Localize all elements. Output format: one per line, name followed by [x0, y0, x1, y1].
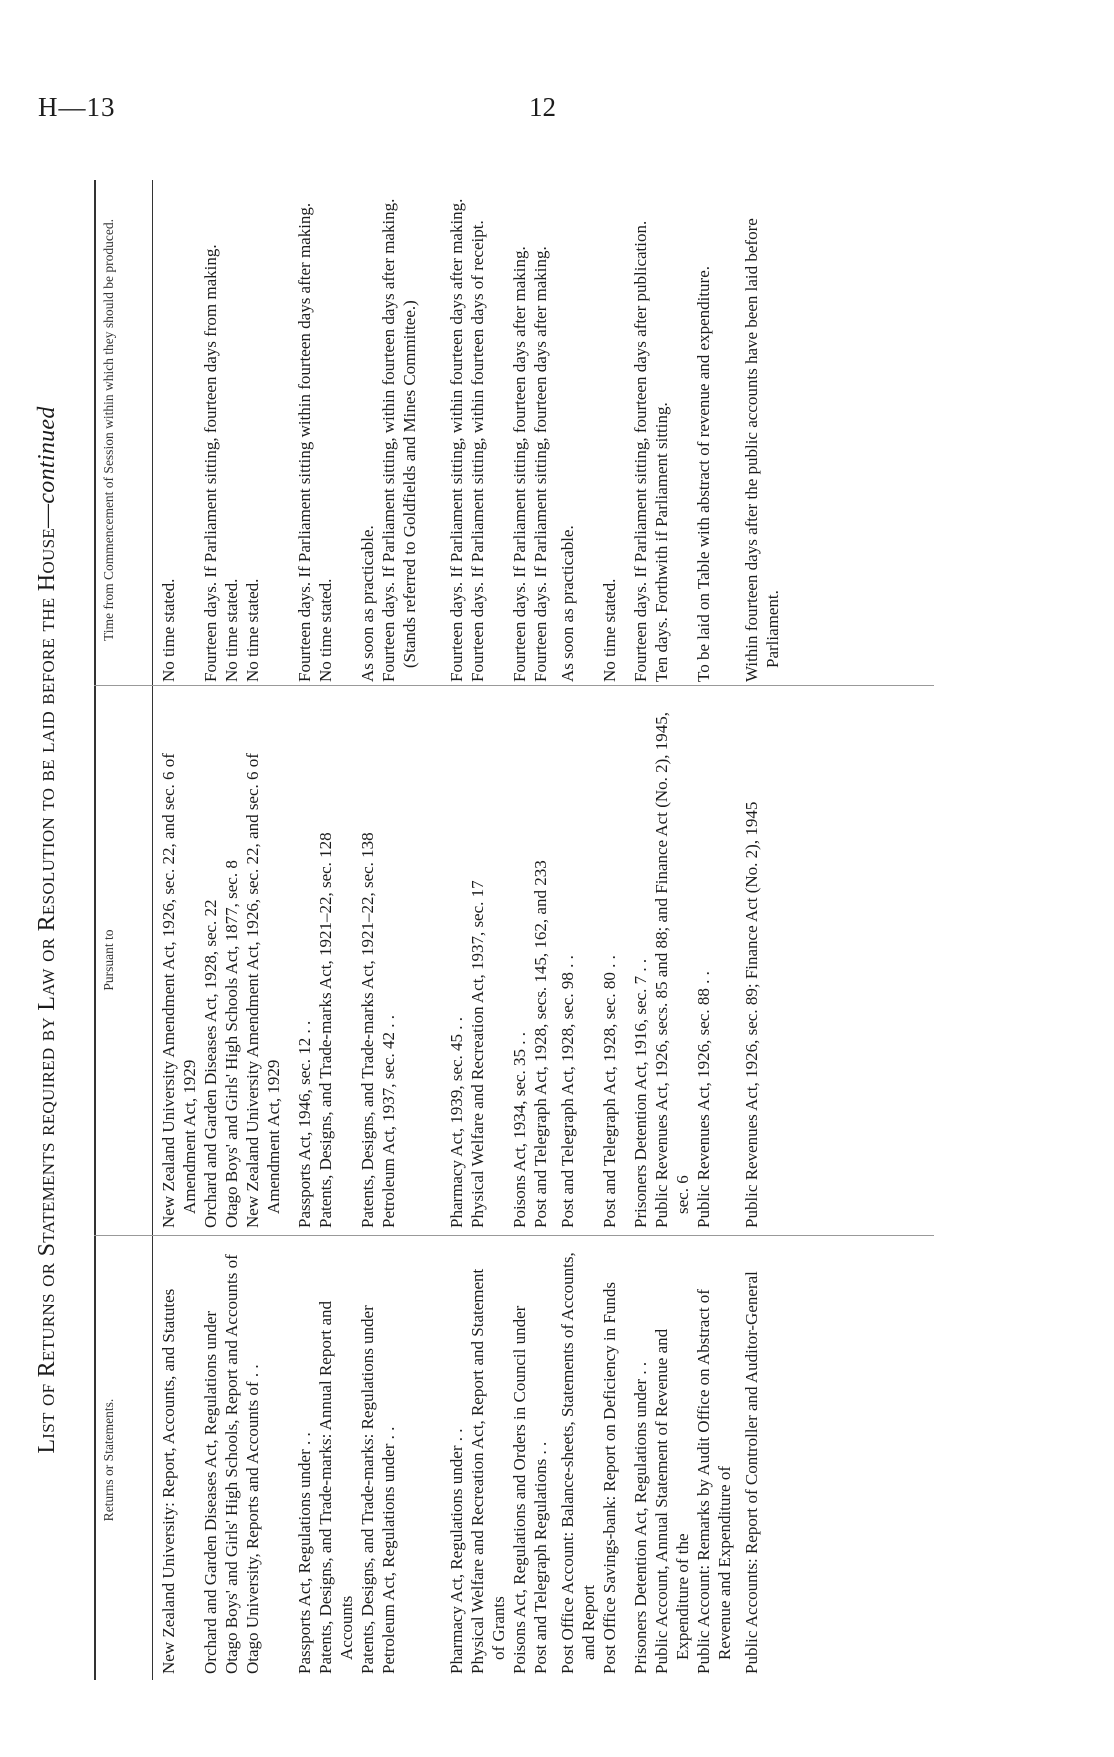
- return-cell: New Zealand University: Report, Accounts, and Statutes: [159, 1288, 178, 1674]
- return-cell: Post and Telegraph Regulations . .: [531, 1441, 550, 1674]
- time-cell: No time stated.: [159, 578, 178, 682]
- table-row: [509, 180, 530, 1680]
- pursuant-cell: Patents, Designs, and Trade-marks Act, 1921–22, sec. 128: [316, 832, 335, 1228]
- pursuant-cell: Post and Telegraph Act, 1928, sec. 80 . .: [600, 955, 619, 1228]
- pursuant-cell: Post and Telegraph Act, 1928, secs. 145, 162, and 233: [531, 860, 550, 1228]
- time-cell: To be laid on Table with abstract of revenue and expenditure.: [694, 265, 713, 682]
- column-header-returns: Returns or Statements.: [101, 1398, 116, 1522]
- table-row: [357, 180, 378, 1680]
- pursuant-cell: Otago Boys' and Girls' High Schools Act, 1877, sec. 8: [222, 860, 241, 1228]
- return-cell: Pharmacy Act, Regulations under . .: [447, 1428, 466, 1674]
- table-row: [599, 180, 620, 1680]
- time-cell: Fourteen days. If Parliament sitting, within fourteen days of receipt.: [468, 220, 487, 682]
- time-cell: Fourteen days. If Parliament sitting, within fourteen days after making.: [447, 198, 466, 682]
- time-cell: Within fourteen days after the public accounts have been laid before Parliament.: [742, 218, 782, 682]
- table-row: [242, 180, 284, 1680]
- top-rule: [94, 180, 96, 1680]
- return-cell: Petroleum Act, Regulations under . .: [379, 1426, 398, 1674]
- return-cell: Post Office Account: Balance-sheets, Statements of Accounts, and Report: [558, 1252, 598, 1674]
- table-row: [651, 180, 693, 1680]
- table-row: [530, 180, 551, 1680]
- time-cell: Ten days. Forthwith if Parliament sitting.: [652, 402, 671, 682]
- page-id: H—13: [38, 92, 116, 122]
- time-cell: Fourteen days. If Parliament sitting, fourteen days after making.: [531, 246, 550, 682]
- table-body: [158, 180, 783, 1680]
- time-cell: As soon as practicable.: [558, 525, 577, 682]
- pursuant-cell: Passports Act, 1946, sec. 12 . .: [295, 1020, 314, 1228]
- table-row: [630, 180, 651, 1680]
- time-cell: No time stated.: [600, 578, 619, 682]
- pursuant-cell: Public Revenues Act, 1926, sec. 89; Finance Act (No. 2), 1945: [742, 801, 761, 1228]
- pursuant-cell: Petroleum Act, 1937, sec. 42 . .: [379, 1015, 398, 1228]
- table-row: [294, 180, 315, 1680]
- pursuant-cell: Public Revenues Act, 1926, secs. 85 and 88; and Finance Act (No. 2), 1945, sec. 6: [652, 711, 692, 1228]
- table-row: [378, 180, 420, 1680]
- pursuant-cell: Physical Welfare and Recreation Act, 1937, sec. 17: [468, 880, 487, 1228]
- time-cell: Fourteen days. If Parliament sitting, fourteen days after publication.: [631, 220, 650, 682]
- pursuant-cell: Pharmacy Act, 1939, sec. 45 . .: [447, 1016, 466, 1228]
- table-row: [446, 180, 467, 1680]
- pursuant-cell: New Zealand University Amendment Act, 1926, sec. 22, and sec. 6 of Amendment Act, 1929: [243, 753, 283, 1228]
- table-row: [693, 180, 735, 1680]
- table-row: [200, 180, 221, 1680]
- return-cell: Prisoners Detention Act, Regulations under . .: [631, 1361, 650, 1674]
- table-row: [557, 180, 599, 1680]
- page-number: 12: [529, 92, 556, 122]
- table-row: [158, 180, 200, 1680]
- return-cell: Public Accounts: Report of Controller and Auditor-General: [742, 1271, 761, 1674]
- title-dash: —: [34, 503, 60, 528]
- table-title-continued: continued: [34, 406, 60, 504]
- table-row: [741, 180, 783, 1680]
- table-row: [467, 180, 509, 1680]
- return-cell: Public Account, Annual Statement of Revenue and Expenditure of the: [652, 1328, 692, 1674]
- table-title: [34, 180, 74, 1680]
- pursuant-cell: Public Revenues Act, 1926, sec. 88 . .: [694, 971, 713, 1228]
- pursuant-cell: New Zealand University Amendment Act, 1926, sec. 22, and sec. 6 of Amendment Act, 1929: [159, 753, 199, 1228]
- time-cell: As soon as practicable.: [358, 525, 377, 682]
- return-cell: Physical Welfare and Recreation Act, Report and Statement of Grants: [468, 1268, 508, 1674]
- pursuant-cell: Patents, Designs, and Trade-marks Act, 1921–22, sec. 138: [358, 832, 377, 1228]
- table-row: [315, 180, 357, 1680]
- return-cell: Post Office Savings-bank: Report on Deficiency in Funds: [600, 1281, 619, 1674]
- time-cell: Fourteen days. If Parliament sitting within fourteen days after making.: [295, 202, 314, 682]
- time-cell: No time stated.: [316, 578, 335, 682]
- rotated-table: [34, 180, 934, 1680]
- pursuant-cell: Orchard and Garden Diseases Act, 1928, sec. 22: [201, 899, 220, 1228]
- table-title-main: List of Returns or Statements required by Law or Resolution to be laid before the House: [34, 527, 60, 1454]
- header-rule: [152, 180, 153, 1680]
- return-cell: Patents, Designs, and Trade-marks: Regulations under: [358, 1305, 377, 1674]
- return-cell: Poisons Act, Regulations and Orders in Council under: [510, 1305, 529, 1674]
- return-cell: Otago University, Reports and Accounts of . .: [243, 1364, 262, 1674]
- pursuant-cell: Post and Telegraph Act, 1928, sec. 98 . .: [558, 955, 577, 1228]
- return-cell: Patents, Designs, and Trade-marks: Annual Report and Accounts: [316, 1300, 356, 1674]
- return-cell: Passports Act, Regulations under . .: [295, 1432, 314, 1674]
- time-cell: Fourteen days. If Parliament sitting, fourteen days after making.: [510, 246, 529, 682]
- return-cell: Public Account: Remarks by Audit Office on Abstract of Revenue and Expenditure of: [694, 1289, 734, 1674]
- time-cell: Fourteen days. If Parliament sitting, within fourteen days after making. (Stands referred to Goldfields and Mines Committee.): [379, 198, 419, 682]
- pursuant-cell: Poisons Act, 1934, sec. 35 . .: [510, 1032, 529, 1228]
- return-cell: Orchard and Garden Diseases Act, Regulations under: [201, 1310, 220, 1674]
- time-cell: No time stated.: [222, 578, 241, 682]
- time-cell: Fourteen days. If Parliament sitting, fourteen days from making.: [201, 244, 220, 682]
- pursuant-cell: Prisoners Detention Act, 1916, sec. 7 . .: [631, 958, 650, 1228]
- column-header-time: Time from Commencement of Session within which they should be produced.: [101, 218, 116, 642]
- column-header-pursuant: Pursuant to: [101, 929, 116, 991]
- time-cell: No time stated.: [243, 578, 262, 682]
- table-row: [221, 180, 242, 1680]
- return-cell: Otago Boys' and Girls' High Schools, Report and Accounts of: [222, 1254, 241, 1674]
